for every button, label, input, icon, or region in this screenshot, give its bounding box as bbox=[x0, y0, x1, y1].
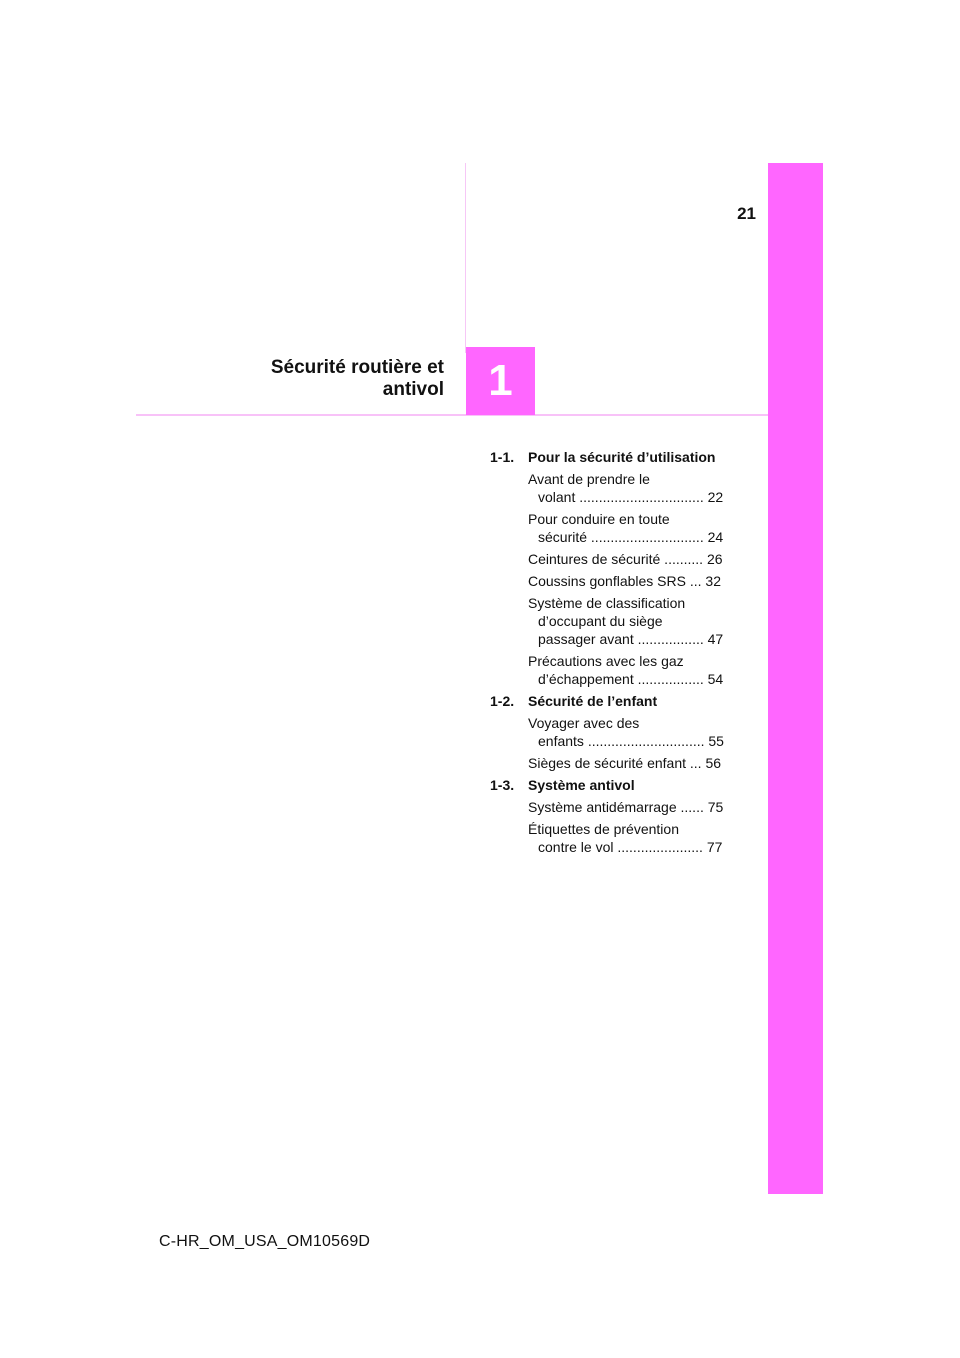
document-code: C-HR_OM_USA_OM10569D bbox=[159, 1233, 371, 1250]
horizontal-divider bbox=[136, 414, 768, 416]
table-of-contents bbox=[490, 448, 740, 856]
section-number: 1-1. bbox=[490, 449, 515, 465]
toc-entry[interactable]: Système de classification d’occupant du siège passager avant ................. 47 bbox=[528, 595, 724, 647]
chapter-title-line-2: antivol bbox=[382, 379, 444, 400]
chapter-number-box bbox=[466, 347, 535, 415]
chapter-number: 1 bbox=[488, 356, 513, 405]
section-title: Système antivol bbox=[528, 777, 635, 793]
chapter-title-line-1: Sécurité routière et bbox=[270, 357, 444, 378]
toc-section-1-1[interactable] bbox=[490, 448, 740, 466]
vertical-divider bbox=[465, 163, 466, 353]
toc-entry[interactable]: Sièges de sécurité enfant ... 56 bbox=[528, 755, 722, 771]
toc-entry[interactable]: Voyager avec des enfants .............................. 55 bbox=[528, 715, 724, 749]
toc-entry[interactable]: Étiquettes de prévention contre le vol ...................... 77 bbox=[528, 821, 723, 855]
section-number: 1-3. bbox=[490, 777, 515, 793]
page-number: 21 bbox=[737, 204, 756, 223]
chapter-title bbox=[200, 357, 444, 401]
toc-entry[interactable]: Pour conduire en toute sécurité ............................. 24 bbox=[528, 511, 724, 545]
toc-entry[interactable]: Ceintures de sécurité .......... 26 bbox=[528, 551, 723, 567]
toc-section-1-2[interactable] bbox=[490, 692, 740, 710]
toc-entry[interactable]: Avant de prendre le volant ................................ 22 bbox=[528, 471, 724, 505]
section-title: Sécurité de l’enfant bbox=[528, 693, 658, 709]
chapter-side-tab bbox=[768, 163, 823, 1194]
toc-entry[interactable]: Système antidémarrage ...... 75 bbox=[528, 799, 724, 815]
toc-section-1-3[interactable] bbox=[490, 776, 740, 794]
section-number: 1-2. bbox=[490, 693, 515, 709]
toc-entry[interactable]: Précautions avec les gaz d’échappement ................. 54 bbox=[528, 653, 724, 687]
section-title: Pour la sécurité d’utilisation bbox=[528, 449, 716, 465]
toc-entry[interactable]: Coussins gonflables SRS ... 32 bbox=[528, 573, 721, 589]
